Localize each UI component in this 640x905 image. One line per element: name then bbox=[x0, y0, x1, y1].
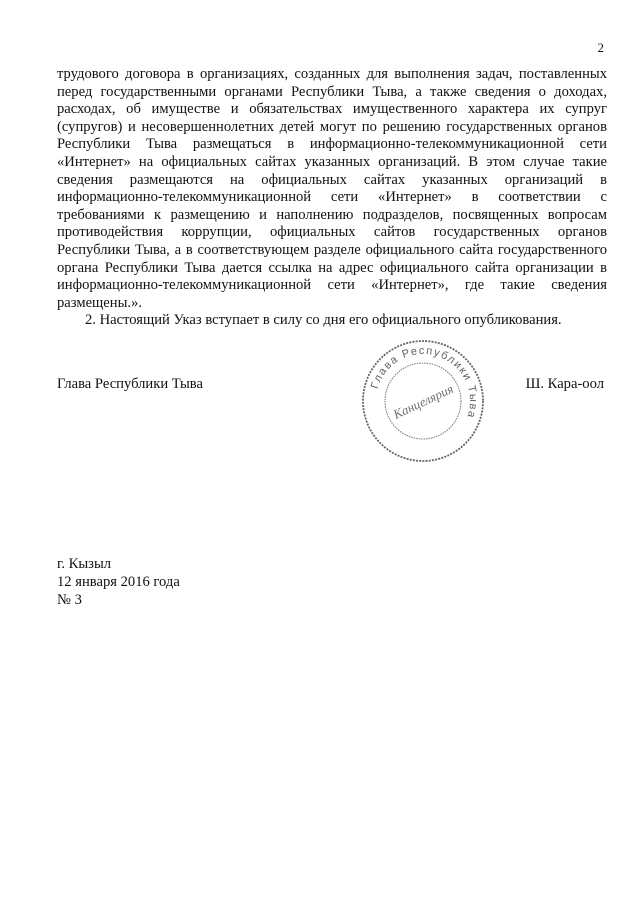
paragraph-2: 2. Настоящий Указ вступает в силу со дня его официального опубликования. bbox=[85, 312, 562, 328]
signatory-position: Глава Республики Тыва bbox=[57, 376, 203, 392]
footer-date: 12 января 2016 года bbox=[57, 573, 180, 590]
footer-number: № 3 bbox=[57, 591, 82, 608]
document-footer bbox=[57, 556, 180, 609]
stamp-outer-text: Глава Республики Тыва bbox=[368, 344, 480, 421]
official-seal-stamp bbox=[358, 336, 488, 466]
stamp-inner-text: Канцелярия bbox=[390, 381, 456, 422]
page-number: 2 bbox=[597, 40, 604, 55]
footer-city: г. Кызыл bbox=[57, 556, 112, 572]
paragraph-1: трудового договора в организациях, созданных для выполнения задач, поставленных перед государственными органами Республики Тыва, а также сведения о доходах, расходах, об имуществе и обязательствах имущественного характера их супруг (супругов) и несовершеннолетних детей могут по решению государственных органов Республики Тыва размещаться в информационно-телекоммуникационной сети «Интернет» на официальных сайтах указанных организаций. В этом случае такие сведения размещаются на официальных сайтах указанных организаций в информационно-телекоммуникационной сети «Интернет» в соответствии с требованиями к размещению и наполнению подразделов, посвященных вопросам противодействия коррупции, официальных сайтов государственных органов Республики Тыва, а в соответствующем разделе официального сайта государственного органа Республики Тыва дается ссылка на адрес официального сайта организации в информационно-телекоммуникационной сети «Интернет», где такие сведения размещены.». bbox=[57, 66, 607, 311]
signatory-name: Ш. Кара-оол bbox=[525, 376, 604, 392]
